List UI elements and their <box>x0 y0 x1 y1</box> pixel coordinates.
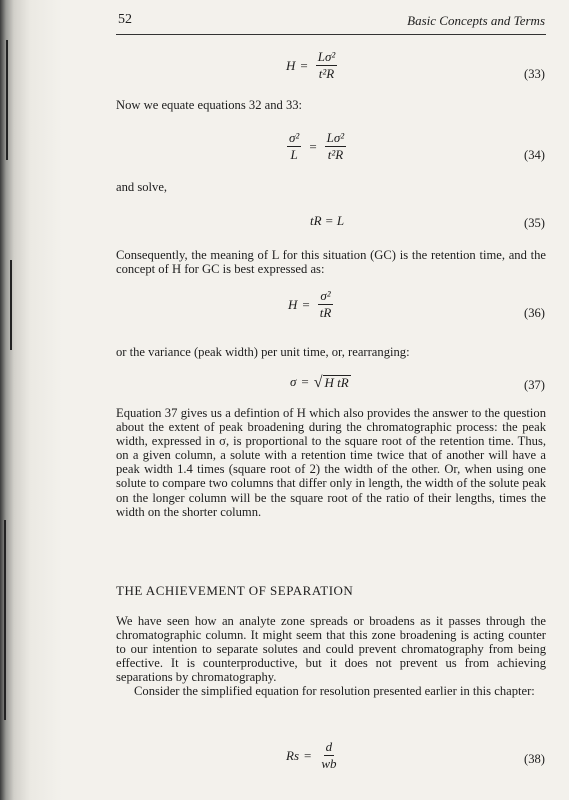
variance-line: or the variance (peak width) per unit time, or, rearranging: <box>116 345 410 359</box>
square-root: √ H tR <box>313 373 349 391</box>
running-title: Basic Concepts and Terms <box>407 13 545 28</box>
eq37-lhs: σ <box>290 374 297 389</box>
equation-38-number: (38) <box>524 752 545 766</box>
eq34-rhs-denominator: t²R <box>327 147 344 162</box>
eq33-fraction <box>316 50 338 81</box>
eq34-lhs-numerator: σ² <box>289 130 300 145</box>
eq38-numerator: d <box>325 739 333 754</box>
separation-paragraph: We have seen how an analyte zone spreads or broadens as it passes through the chromatographic column. It might seem that this zone broadening is acting counter to our intention to separate solutes and could prevent chromatography from being effective. It is counterproductive, but it does not prevent us from achieving separations by chromatography. <box>116 614 546 685</box>
page-number: 52 <box>118 12 132 27</box>
equation-36: H = $\frac{\text{σ²}}{tR}$ <box>288 288 332 320</box>
equation-33-number: (33) <box>524 67 545 81</box>
solve-line: and solve, <box>116 180 168 194</box>
consider-paragraph: Consider the simplified equation for resolution presented earlier in this chapter: <box>134 684 535 698</box>
eq33-lhs: H <box>286 57 296 73</box>
eq36-lhs: H <box>288 296 298 312</box>
equate-line: Now we equate equations 32 and 33: <box>116 98 303 112</box>
eq36-denominator: tR <box>319 305 332 320</box>
equation-37: σ = √ H tR <box>290 373 349 391</box>
eq34-lhs-denominator: L <box>290 147 298 162</box>
equation-37-paragraph: Equation 37 gives us a defintion of H which also provides the answer to the question about the extent of peak broadening during the chromatographic process: the peak width, expressed in σ, is proportional to the square root of the retention time. Thus, on a given column, a solute with a retention time twice that of another will have a peak width 1.4 times (square root of 2) the width of the other. Or, when using one solute to compare two columns that differ only in length, the width of the solute peak on the longer column will be the square root of the ratio of their lengths, times the width on the shorter column. <box>116 406 546 519</box>
eq36-numerator: σ² <box>320 288 331 303</box>
eq37-radicand: H tR <box>324 374 349 390</box>
consequently-paragraph: Consequently, the meaning of L for this situation (GC) is the retention time, and the concept of H for GC is best expressed as: <box>116 248 546 277</box>
eq34-rhs-numerator: Lσ² <box>326 130 345 145</box>
eq33-numerator: Lσ² <box>317 49 336 64</box>
equation-35-number: (35) <box>524 216 545 230</box>
equation-35: tR = L <box>310 213 345 228</box>
eq38-lhs: Rs <box>286 747 299 763</box>
equation-33: H = $\frac{\text{Lσ²}}{\text{t²R}}$ <box>286 49 336 81</box>
section-heading: THE ACHIEVEMENT OF SEPARATION <box>116 583 354 598</box>
equation-38: Rs = $\frac{d}{wb}$ <box>286 739 337 771</box>
equation-34: $\frac{\text{σ²}}{L}$ = $\frac{\text{Lσ²}}{\text{t²R}}$ <box>289 130 345 162</box>
equation-36-number: (36) <box>524 306 545 320</box>
equation-37-number: (37) <box>524 378 545 392</box>
eq33-denominator: t²R <box>318 66 335 81</box>
header-rule <box>116 34 546 35</box>
equation-34-number: (34) <box>524 148 545 162</box>
eq38-denominator: wb <box>321 756 337 771</box>
